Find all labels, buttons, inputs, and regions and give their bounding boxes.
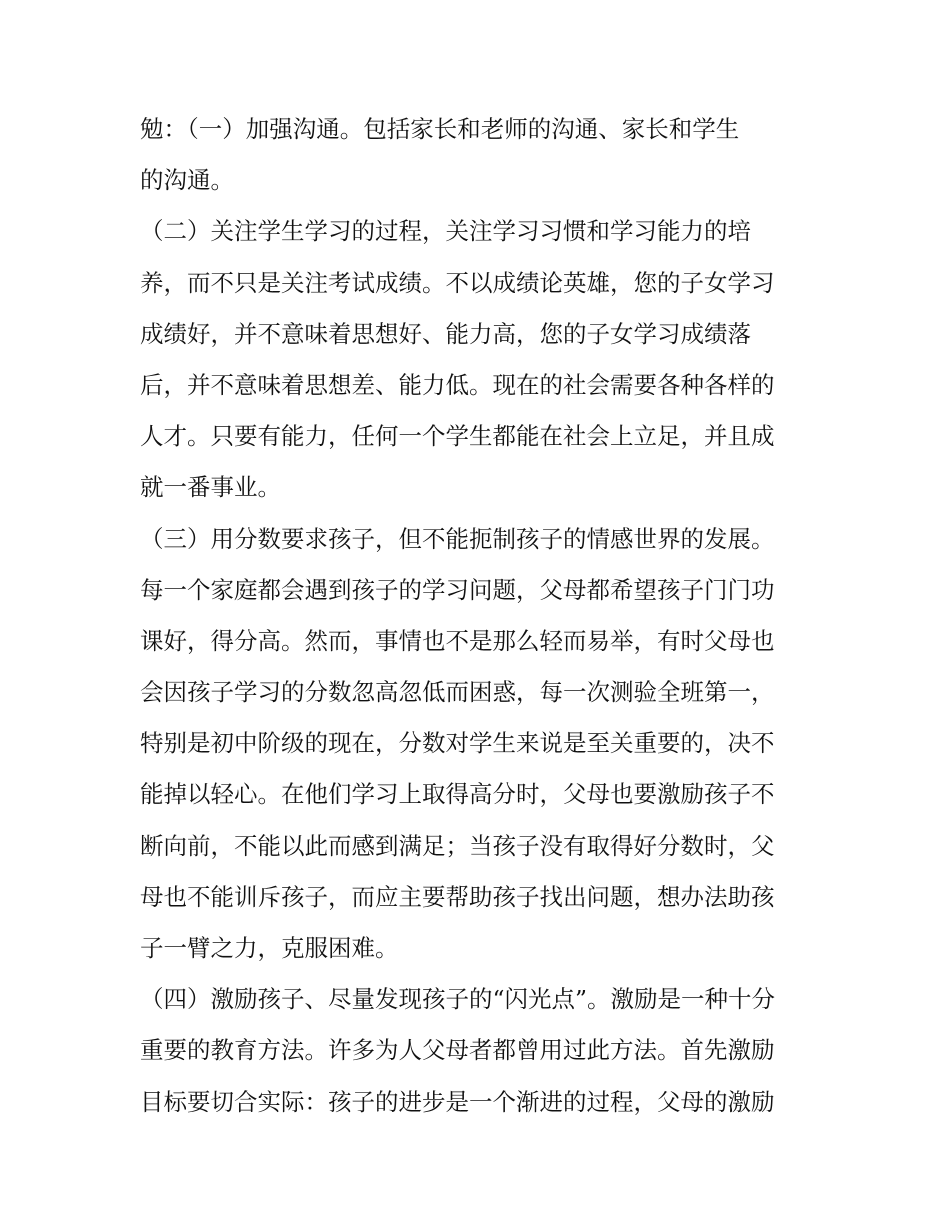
text-line: 每一个家庭都会遇到孩子的学习问题，父母都希望孩子门门功 [140, 575, 775, 604]
text-line: 特别是初中阶级的现在，分数对学生来说是至关重要的，决不 [140, 729, 775, 758]
text-line: 子一臂之力，克服困难。 [140, 934, 399, 962]
text-line: 勉：（一）加强沟通。包括家长和老师的沟通、家长和学生 [140, 115, 740, 143]
text-line: 成绩好，并不意味着思想好、能力高，您的子女学习成绩落 [140, 319, 751, 348]
text-line: 母也不能训斥孩子，而应主要帮助孩子找出问题，想办法助孩 [140, 882, 775, 911]
text-line: （二）关注学生学习的过程，关注学习习惯和学习能力的培 [140, 217, 751, 246]
text-line: （四）激励孩子、尽量发现孩子的“闪光点”。激励是一种十分 [140, 985, 776, 1014]
text-line: 课好，得分高。然而，事情也不是那么轻而易举，有时父母也 [140, 626, 775, 655]
document-body [140, 104, 820, 1128]
text-line: 后，并不意味着思想差、能力低。现在的社会需要各种各样的 [140, 370, 775, 399]
text-line: 目标要切合实际：孩子的进步是一个渐进的过程，父母的激励 [140, 1087, 775, 1116]
text-line: 人才。只要有能力，任何一个学生都能在社会上立足，并且成 [140, 422, 775, 451]
text-line: 会因孩子学习的分数忽高忽低而困惑，每一次测验全班第一， [140, 678, 775, 707]
text-line: 重要的教育方法。许多为人父母者都曾用过此方法。首先激励 [140, 1036, 775, 1065]
text-line: 的沟通。 [140, 166, 234, 195]
text-line: （三）用分数要求孩子，但不能扼制孩子的情感世界的发展。 [140, 524, 775, 553]
text-line: 就一番事业。 [140, 473, 281, 502]
text-line: 养，而不只是关注考试成绩。不以成绩论英雄，您的子女学习 [140, 268, 775, 297]
text-line: 断向前，不能以此而感到满足；当孩子没有取得好分数时，父 [140, 831, 775, 860]
text-line: 能掉以轻心。在他们学习上取得高分时，父母也要激励孩子不 [140, 780, 775, 809]
